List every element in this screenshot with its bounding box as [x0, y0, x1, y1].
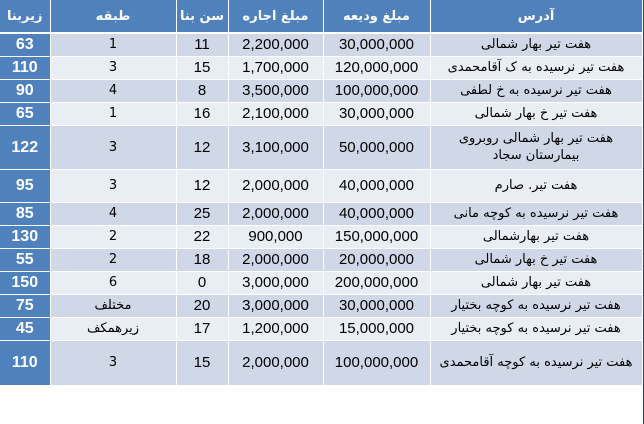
cell-floor: 2: [50, 225, 176, 248]
cell-age: 22: [176, 225, 228, 248]
cell-deposit: 100,000,000: [323, 340, 430, 385]
cell-address: هفت تیر نرسیده به کوچه مانی: [430, 202, 642, 225]
cell-rent: 2,000,000: [228, 169, 323, 202]
cell-area: 90: [0, 79, 50, 102]
table-row: [0, 102, 642, 125]
header-deposit: مبلغ ودیعه: [323, 0, 430, 33]
cell-rent: 1,700,000: [228, 56, 323, 79]
table-header: [0, 0, 642, 33]
cell-address: هفت تیر نرسیده به ک آقامحمدی: [430, 56, 642, 79]
cell-deposit: 30,000,000: [323, 102, 430, 125]
cell-age: 12: [176, 125, 228, 169]
cell-area: 110: [0, 340, 50, 385]
cell-age: 16: [176, 102, 228, 125]
cell-address: هفت تیر بهار شمالی روبروی بیمارستان سجاد: [430, 125, 642, 169]
cell-rent: 1,200,000: [228, 317, 323, 340]
table-row: [0, 248, 642, 271]
cell-rent: 2,000,000: [228, 202, 323, 225]
cell-area: 150: [0, 271, 50, 294]
cell-address: هفت تیر بهار شمالی: [430, 271, 642, 294]
cell-deposit: 30,000,000: [323, 33, 430, 56]
cell-rent: 2,000,000: [228, 248, 323, 271]
cell-rent: 900,000: [228, 225, 323, 248]
cell-area: 130: [0, 225, 50, 248]
cell-floor: 2: [50, 248, 176, 271]
cell-address: هفت تیر خ بهار شمالی: [430, 102, 642, 125]
cell-age: 17: [176, 317, 228, 340]
cell-floor: زیرهمکف: [50, 317, 176, 340]
cell-address: هفت تیر بهارشمالی: [430, 225, 642, 248]
cell-age: 20: [176, 294, 228, 317]
cell-rent: 2,200,000: [228, 33, 323, 56]
cell-area: 63: [0, 33, 50, 56]
table-body: [0, 33, 642, 385]
cell-area: 65: [0, 102, 50, 125]
cell-floor: 3: [50, 56, 176, 79]
cell-deposit: 40,000,000: [323, 202, 430, 225]
cell-rent: 3,000,000: [228, 271, 323, 294]
header-age: سن بنا: [176, 0, 228, 33]
cell-floor: 3: [50, 169, 176, 202]
table-row: [0, 271, 642, 294]
cell-area: 95: [0, 169, 50, 202]
cell-area: 55: [0, 248, 50, 271]
cell-rent: 3,500,000: [228, 79, 323, 102]
table-row: [0, 33, 642, 56]
cell-area: 75: [0, 294, 50, 317]
cell-address: هفت تیر نرسیده به کوچه بختیار: [430, 317, 642, 340]
cell-address: هفت تیر نرسیده به کوچه بختیار: [430, 294, 642, 317]
cell-rent: 2,000,000: [228, 340, 323, 385]
cell-deposit: 20,000,000: [323, 248, 430, 271]
table-row: [0, 340, 642, 385]
cell-floor: 1: [50, 102, 176, 125]
table-row: [0, 125, 642, 169]
table-row: [0, 202, 642, 225]
header-address: آدرس: [430, 0, 642, 33]
cell-age: 18: [176, 248, 228, 271]
cell-area: 45: [0, 317, 50, 340]
cell-age: 25: [176, 202, 228, 225]
cell-deposit: 150,000,000: [323, 225, 430, 248]
table-row: [0, 79, 642, 102]
table-row: [0, 225, 642, 248]
cell-address: هفت تیر. صارم: [430, 169, 642, 202]
cell-deposit: 200,000,000: [323, 271, 430, 294]
cell-floor: 4: [50, 79, 176, 102]
cell-deposit: 50,000,000: [323, 125, 430, 169]
cell-deposit: 15,000,000: [323, 317, 430, 340]
cell-age: 0: [176, 271, 228, 294]
cell-rent: 3,100,000: [228, 125, 323, 169]
header-row: [0, 0, 642, 33]
cell-floor: 3: [50, 125, 176, 169]
cell-floor: 4: [50, 202, 176, 225]
cell-address: هفت تیر نرسیده به کوچه آقامحمدی: [430, 340, 642, 385]
cell-age: 15: [176, 56, 228, 79]
cell-address: هفت تیر نرسیده به خ لطفی: [430, 79, 642, 102]
cell-rent: 2,100,000: [228, 102, 323, 125]
cell-address: هفت تیر بهار شمالی: [430, 33, 642, 56]
cell-rent: 3,000,000: [228, 294, 323, 317]
cell-age: 15: [176, 340, 228, 385]
cell-area: 122: [0, 125, 50, 169]
cell-floor: 1: [50, 33, 176, 56]
cell-floor: 6: [50, 271, 176, 294]
cell-deposit: 30,000,000: [323, 294, 430, 317]
table-row: [0, 317, 642, 340]
table-row: [0, 294, 642, 317]
cell-age: 11: [176, 33, 228, 56]
cell-age: 12: [176, 169, 228, 202]
table-row: [0, 169, 642, 202]
cell-deposit: 120,000,000: [323, 56, 430, 79]
cell-deposit: 40,000,000: [323, 169, 430, 202]
table-row: [0, 56, 642, 79]
cell-area: 110: [0, 56, 50, 79]
header-area: زیربنا: [0, 0, 50, 33]
cell-deposit: 100,000,000: [323, 79, 430, 102]
cell-floor: مختلف: [50, 294, 176, 317]
cell-floor: 3: [50, 340, 176, 385]
header-floor: طبقه: [50, 0, 176, 33]
cell-age: 8: [176, 79, 228, 102]
cell-address: هفت تیر خ بهار شمالی: [430, 248, 642, 271]
cell-area: 85: [0, 202, 50, 225]
header-rent: مبلغ اجاره: [228, 0, 323, 33]
